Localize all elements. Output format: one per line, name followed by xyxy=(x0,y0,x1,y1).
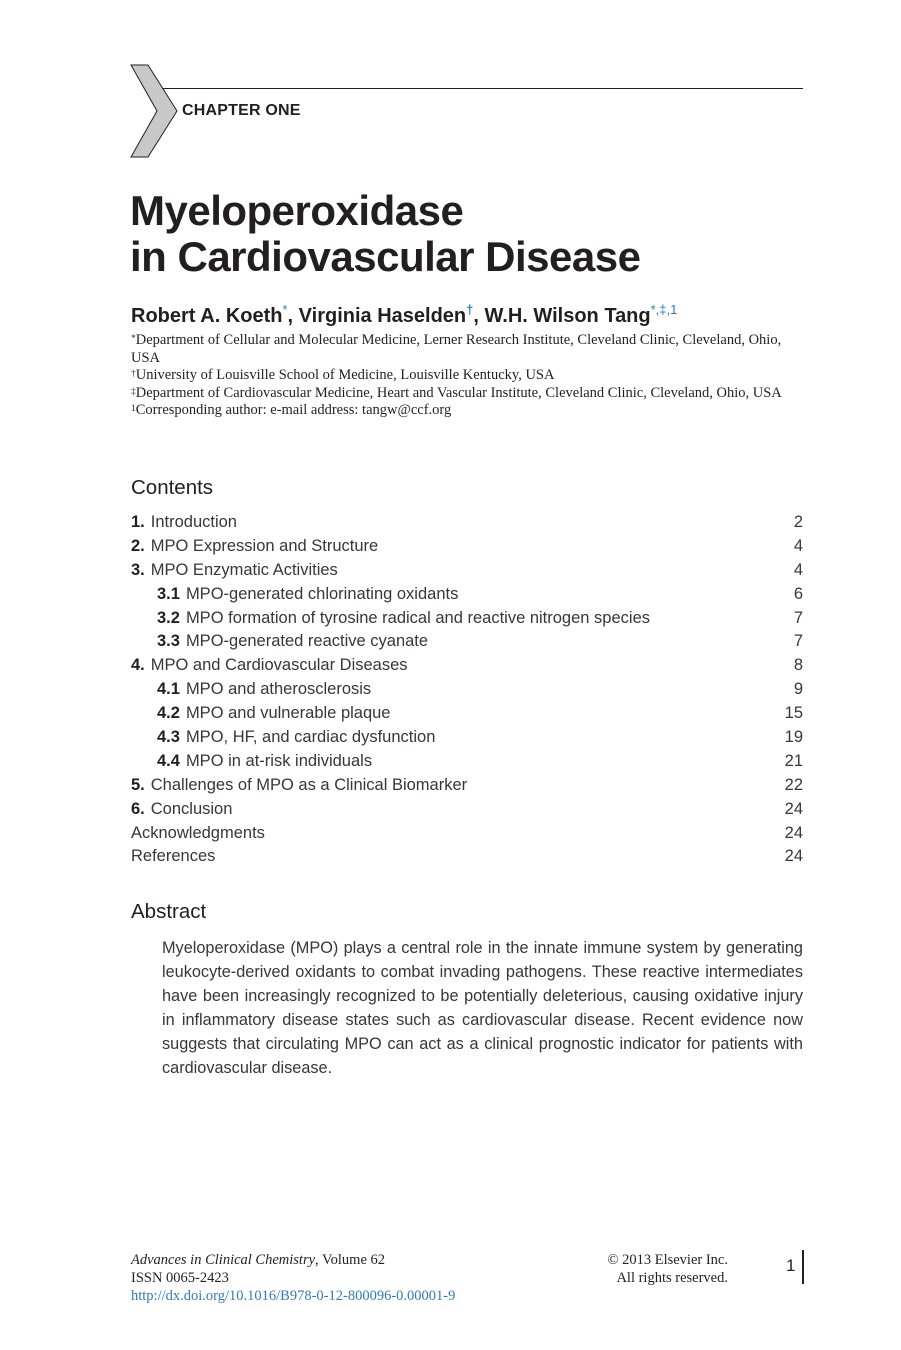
toc-number: 4.1 xyxy=(157,680,180,699)
author-marks[interactable]: *,‡,1 xyxy=(650,302,678,317)
abstract-heading: Abstract xyxy=(131,900,207,923)
author-name: Virginia Haselden xyxy=(298,305,467,327)
contents-heading: Contents xyxy=(131,476,214,499)
toc-entry[interactable] xyxy=(131,656,803,680)
toc-number: 2. xyxy=(131,536,145,555)
toc-entry[interactable] xyxy=(131,513,803,537)
footer-journal-line xyxy=(131,1251,455,1269)
affiliation xyxy=(131,385,803,403)
toc-page: 9 xyxy=(793,680,803,699)
toc-entry[interactable] xyxy=(131,776,803,800)
toc-label: Conclusion xyxy=(150,799,233,818)
page-number-rule xyxy=(802,1250,804,1284)
footer-citation xyxy=(131,1251,455,1305)
affiliation-mark: † xyxy=(131,369,136,379)
toc-entry[interactable] xyxy=(131,585,803,609)
toc-label: MPO and atherosclerosis xyxy=(185,680,372,699)
toc-page: 8 xyxy=(793,656,803,675)
author-marks[interactable]: * xyxy=(282,302,288,317)
toc-entry[interactable] xyxy=(131,680,803,704)
toc-number: 3.1 xyxy=(157,584,180,603)
toc-number: 3.2 xyxy=(157,608,180,627)
chevron-right-icon xyxy=(130,64,178,158)
author-marks[interactable]: † xyxy=(466,302,474,317)
toc-number: 3. xyxy=(131,560,145,579)
affiliation-mark: ‡ xyxy=(131,386,136,397)
toc-number: 4.2 xyxy=(157,704,180,723)
toc-label: MPO formation of tyrosine radical and reactive nitrogen species xyxy=(185,608,650,627)
toc-page: 24 xyxy=(784,799,803,818)
toc-label: Challenges of MPO as a Clinical Biomarker xyxy=(150,775,468,794)
chapter-header-rule xyxy=(150,88,803,89)
toc-page: 4 xyxy=(793,560,803,579)
toc-number: 4.3 xyxy=(157,728,180,747)
paper-title xyxy=(130,188,640,280)
toc-label: MPO and Cardiovascular Diseases xyxy=(150,656,408,675)
journal-volume: , Volume 62 xyxy=(315,1252,386,1268)
affiliation-mark: * xyxy=(131,334,136,344)
toc-label: MPO-generated reactive cyanate xyxy=(185,632,429,651)
author-name: Robert A. Koeth xyxy=(131,305,283,327)
affiliation-text: Department of Cardiovascular Medicine, Heart and Vascular Institute, Cleveland Clinic, Cleveland, Ohio, USA xyxy=(135,384,782,401)
toc-page: 7 xyxy=(793,632,803,651)
journal-name: Advances in Clinical Chemistry xyxy=(131,1252,316,1268)
toc-entry[interactable] xyxy=(131,824,803,848)
table-of-contents xyxy=(131,513,803,871)
toc-entry[interactable] xyxy=(131,537,803,561)
issn: ISSN 0065-2423 xyxy=(131,1270,229,1286)
toc-page: 19 xyxy=(784,728,803,747)
toc-label: MPO in at-risk individuals xyxy=(185,751,373,770)
author-name: W.H. Wilson Tang xyxy=(484,305,651,327)
toc-label: MPO Enzymatic Activities xyxy=(150,560,338,579)
page-number: 1 xyxy=(786,1256,796,1275)
author-separator: , xyxy=(287,305,299,327)
toc-page: 22 xyxy=(784,775,803,794)
toc-label: MPO-generated chlorinating oxidants xyxy=(185,584,459,603)
toc-page: 15 xyxy=(784,704,803,723)
toc-label: MPO Expression and Structure xyxy=(150,536,379,555)
toc-label: MPO and vulnerable plaque xyxy=(185,704,391,723)
affiliation xyxy=(131,367,803,385)
toc-page: 21 xyxy=(784,751,803,770)
toc-label: References xyxy=(131,847,216,866)
toc-number: 4. xyxy=(131,656,145,675)
title-line-1: Myeloperoxidase xyxy=(130,187,464,234)
affiliation-text: University of Louisville School of Medicine, Louisville Kentucky, USA xyxy=(135,367,555,383)
toc-number: 5. xyxy=(131,775,145,794)
affiliation-text: Department of Cellular and Molecular Medicine, Lerner Research Institute, Cleveland Clinic, Cleveland, Ohio, USA xyxy=(131,332,782,366)
toc-page: 7 xyxy=(793,608,803,627)
toc-label: Acknowledgments xyxy=(131,823,265,842)
toc-entry[interactable] xyxy=(131,609,803,633)
chapter-label: CHAPTER ONE xyxy=(182,102,301,119)
affiliation-text: Corresponding author: e-mail address: tangw@ccf.org xyxy=(135,402,452,418)
toc-number: 1. xyxy=(131,513,145,531)
toc-number: 6. xyxy=(131,799,145,818)
toc-label: Introduction xyxy=(150,513,237,531)
author-list xyxy=(131,302,678,328)
rights-line: All rights reserved. xyxy=(616,1270,728,1286)
affiliations xyxy=(131,332,803,420)
footer-copyright xyxy=(596,1251,728,1287)
toc-page: 24 xyxy=(784,823,803,842)
toc-page: 4 xyxy=(793,536,803,555)
toc-entry[interactable] xyxy=(131,632,803,656)
toc-label: MPO, HF, and cardiac dysfunction xyxy=(185,728,436,747)
toc-page: 2 xyxy=(793,513,803,531)
toc-page: 24 xyxy=(784,847,803,866)
title-line-2: in Cardiovascular Disease xyxy=(130,233,641,280)
affiliation xyxy=(131,332,803,367)
toc-entry[interactable] xyxy=(131,752,803,776)
copyright-line: © 2013 Elsevier Inc. xyxy=(607,1252,728,1268)
toc-entry[interactable] xyxy=(131,800,803,824)
toc-page: 6 xyxy=(793,584,803,603)
doi-link[interactable]: http://dx.doi.org/10.1016/B978-0-12-800096-0.00001-9 xyxy=(131,1288,456,1304)
toc-entry[interactable] xyxy=(131,704,803,728)
affiliation-mark: 1 xyxy=(131,404,136,414)
toc-entry[interactable] xyxy=(131,561,803,585)
toc-entry[interactable] xyxy=(131,847,803,871)
toc-entry[interactable] xyxy=(131,728,803,752)
toc-number: 4.4 xyxy=(157,751,180,770)
affiliation xyxy=(131,402,803,420)
abstract-text: Myeloperoxidase (MPO) plays a central role in the innate immune system by generating leukocyte-derived oxidants to combat invading pathogens. These reactive intermediates have been increasingly recognized to be potentially deleterious, causing oxidative injury in inflammatory disease states such as cardiovascular disease. Recent evidence now suggests that circulating MPO can act as a clinical prognostic indicator for patients with cardiovascular disease. xyxy=(162,939,803,1077)
author-separator: , xyxy=(473,305,485,327)
toc-number: 3.3 xyxy=(157,632,180,651)
